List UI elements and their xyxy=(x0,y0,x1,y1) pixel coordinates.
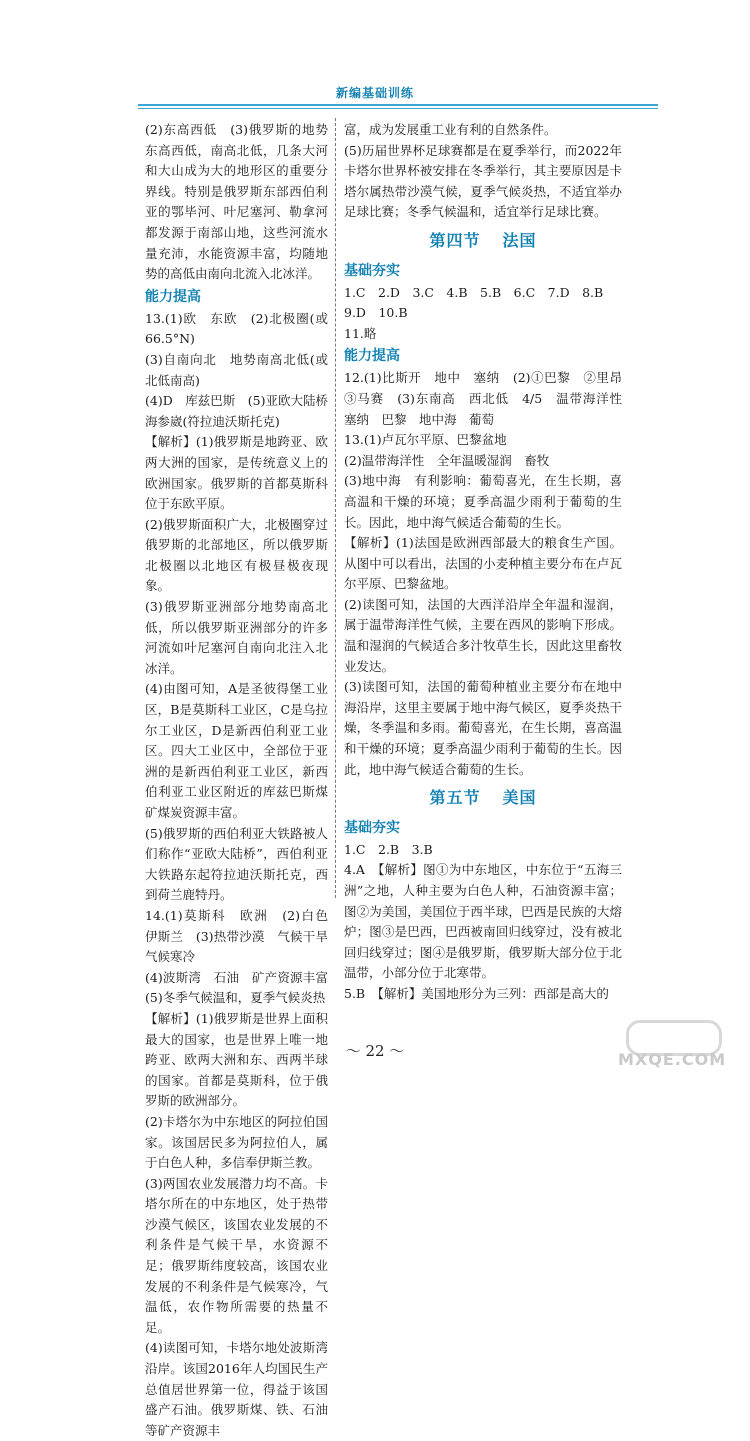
page-number: ～ 22 ～ xyxy=(345,1042,405,1060)
running-header xyxy=(0,82,750,101)
answer-paragraph: (4)由图可知，A是圣彼得堡工业区，B是莫斯科工业区，C是乌拉尔工业区，D是新西伯利亚工业区。四大工业区中，全部位于亚洲的是新西伯利亚工业区，新西伯利亚工业区附近的库兹巴斯煤矿煤炭资源丰富。 xyxy=(145,681,328,820)
answer-paragraph: (3)俄罗斯亚洲部分地势南高北低，所以俄罗斯亚洲部分的许多河流如叶尼塞河自南向北注入北冰洋。 xyxy=(145,599,328,676)
answer-paragraph: 1.C 2.D 3.C 4.B 5.B 6.C 7.D 8.B xyxy=(344,284,604,300)
answer-paragraph: 5.B 【解析】美国地形分为三列：西部是高大的 xyxy=(344,985,609,1001)
column-divider xyxy=(335,118,336,898)
section-heading: 能力提高 xyxy=(145,288,201,305)
chapter-number: 第五节 xyxy=(429,788,481,808)
answer-paragraph: (2)东高西低 (3)俄罗斯的地势东高西低，南高北低，几条大河和大山成为大的地形区的重要分界线。特别是俄罗斯东部西伯利亚的鄂毕河、叶尼塞河、勒拿河都发源于南部山地，这些河流水量充沛，水能资源丰富，均随地势的高低由南向北流入北冰洋。 xyxy=(145,122,328,282)
answer-paragraph: (2)读图可知，法国的大西洋沿岸全年温和湿润，属于温带海洋性气候，主要在西风的影响下形成。温和湿润的气候适合多汁牧草生长，因此这里畜牧业发达。 xyxy=(344,596,622,674)
header-title: 新编基础训练 xyxy=(335,86,414,100)
answer-paragraph: 12.(1)比斯开 地中 塞纳 (2)①巴黎 ②里昂 ③马赛 (3)东南高 西北低 4/5 温带海洋性 塞纳 巴黎 地中海 葡萄 xyxy=(344,370,635,427)
header-rule-thin xyxy=(138,108,658,109)
chapter-number: 第四节 xyxy=(429,230,481,250)
watermark-text: MXQE.COM xyxy=(618,1050,727,1069)
answer-paragraph: 【解析】(1)法国是欧洲西部最大的粮食生产国。从图中可以看出，法国的小麦种植主要分布在卢瓦尔平原、巴黎盆地。 xyxy=(344,535,622,592)
section-heading: 基础夯实 xyxy=(344,262,400,279)
answer-paragraph: (3)地中海 有利影响：葡萄喜光，在生长期，喜高温和干燥的环境；夏季高温少雨利于葡萄的生长。因此，地中海气候适合葡萄的生长。 xyxy=(344,473,622,530)
answer-paragraph: 4.A 【解析】图①为中东地区，中东位于“五海三洲”之地，人种主要为白色人种，石油资源丰富；图②为美国，美国位于西半球，巴西是民族的大熔炉；图③是巴西，巴西被南回归线穿过，没有被北回归线穿过；图④是俄罗斯，俄罗斯大部分位于北温带，小部分位于北寒带。 xyxy=(344,862,622,981)
answer-paragraph: (5)俄罗斯的西伯利亚大铁路被人们称作“亚欧大陆桥”，西伯利亚大铁路东起符拉迪沃斯托克，西到荷兰鹿特丹。 xyxy=(145,825,328,903)
answer-paragraph: 【解析】(1)俄罗斯是地跨亚、欧两大洲的国家，是传统意义上的欧洲国家。俄罗斯的首都莫斯科位于东欧平原。 xyxy=(145,434,328,512)
answer-paragraph: (2)温带海洋性 全年温暖湿润 畜牧 xyxy=(344,452,550,468)
answer-paragraph: (3)读图可知，法国的葡萄种植业主要分布在地中海沿岸，这里主要属于地中海气候区，夏季炎热干燥，冬季温和多雨。葡萄喜光，在生长期，喜高温和干燥的环境；夏季高温少雨利于葡萄的生长。因此，地中海气候适合葡萄的生长。 xyxy=(344,679,622,777)
answer-paragraph: 13.(1)欧 东欧 (2)北极圈(或66.5°N) xyxy=(145,310,328,347)
answer-paragraph: (2)卡塔尔为中东地区的阿拉伯国家。该国居民多为阿拉伯人，属于白色人种，多信奉伊斯兰教。 xyxy=(145,1113,328,1171)
section-heading: 能力提高 xyxy=(344,348,400,365)
section-heading: 基础夯实 xyxy=(344,819,400,836)
answer-paragraph: 【解析】(1)俄罗斯是世界上面积最大的国家，也是世界上唯一地跨亚、欧两大洲和东、西两半球的国家。首都是莫斯科，位于俄罗斯的欧洲部分。 xyxy=(145,1010,328,1109)
answer-paragraph: (4)读图可知，卡塔尔地处波斯湾沿岸。该国2016年人均国民生产总值居世界第一位，得益于该国盛产石油。俄罗斯煤、铁、石油等矿产资源丰 xyxy=(145,1340,328,1438)
answer-paragraph: (3)两国农业发展潜力均不高。卡塔尔所在的中东地区，处于热带沙漠气候区，该国农业发展的不利条件是气候干旱，水资源不足；俄罗斯纬度较高，该国农业发展的不利条件是气候寒冷，气温低，农作物所需要的热量不足。 xyxy=(145,1175,328,1335)
answer-paragraph: 富，成为发展重工业有利的自然条件。 xyxy=(344,122,557,137)
answer-paragraph: (4)D 库兹巴斯 (5)亚欧大陆桥 海参崴(符拉迪沃斯托克) xyxy=(145,393,341,429)
right-column xyxy=(344,120,635,1005)
answer-paragraph: 11.略 xyxy=(344,325,377,341)
answer-paragraph: 13.(1)卢瓦尔平原、巴黎盆地 xyxy=(344,432,507,448)
chapter-heading xyxy=(344,788,622,809)
chapter-title: 法国 xyxy=(502,230,537,250)
watermark xyxy=(610,1020,740,1070)
answer-paragraph: (2)俄罗斯面积广大，北极圈穿过俄罗斯的北部地区，所以俄罗斯北极圈以北地区有极昼极夜现象。 xyxy=(145,516,328,594)
answer-paragraph: (3)自南向北 地势南高北低(或北低南高) xyxy=(145,351,328,388)
chapter-heading xyxy=(344,231,622,252)
answer-paragraph: (4)波斯湾 石油 矿产资源丰富 (5)冬季气候温和，夏季气候炎热 xyxy=(145,969,341,1006)
chapter-title: 美国 xyxy=(502,788,537,808)
answer-paragraph: 9.D 10.B xyxy=(344,305,408,321)
answer-paragraph: 14.(1)莫斯科 欧洲 (2)白色 伊斯兰 (3)热带沙漠 气候干旱 气候寒冷 xyxy=(145,907,341,965)
answer-paragraph: (5)历届世界杯足球赛都是在夏季举行，而2022年卡塔尔世界杯被安排在冬季举行，其主要原因是卡塔尔属热带沙漠气候，夏季气候炎热，不适宜举办足球比赛；冬季气候温和，适宜举行足球比赛。 xyxy=(344,142,622,220)
left-column xyxy=(145,120,341,1441)
header-rule xyxy=(138,104,658,106)
answer-paragraph: 1.C 2.B 3.B xyxy=(344,841,433,857)
